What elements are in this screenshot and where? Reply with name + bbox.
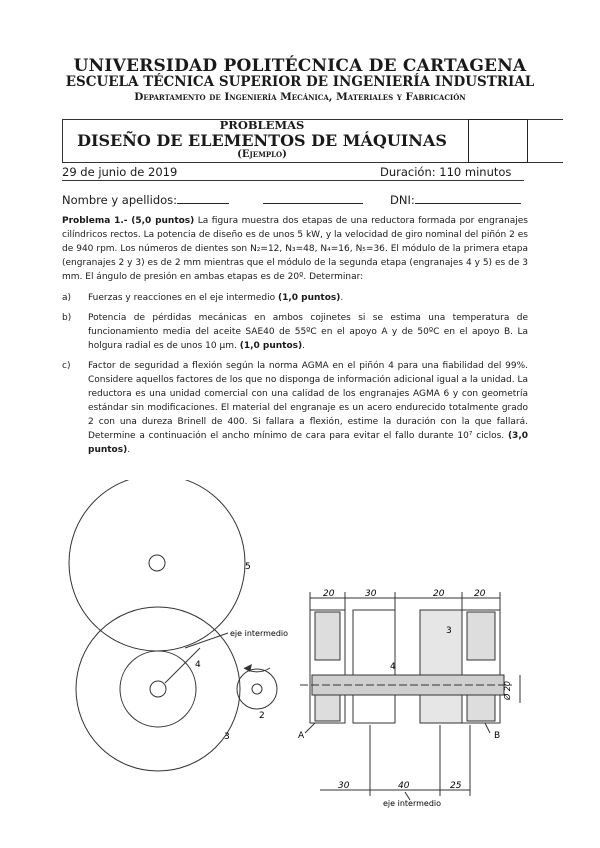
subject-title: DISEÑO DE ELEMENTOS DE MÁQUINAS xyxy=(77,131,447,150)
problem-heading: Problema 1.- (5,0 puntos) xyxy=(62,216,195,226)
top-dim-label: 30 xyxy=(365,589,377,599)
top-dim-label: 20 xyxy=(474,589,486,599)
exam-date: 29 de junio de 2019 xyxy=(62,165,178,179)
dni-label: DNI: xyxy=(390,193,415,207)
problem-statement xyxy=(62,214,528,284)
shaft-section-figure xyxy=(296,580,528,812)
id-box xyxy=(468,119,528,163)
question-points: (1,0 puntos) xyxy=(277,293,341,303)
bottom-dim-label: 30 xyxy=(338,781,350,791)
name-field[interactable] xyxy=(62,192,363,207)
question-tail: . xyxy=(127,445,131,455)
question-marker: b) xyxy=(62,313,72,323)
exam-duration: Duración: 110 minutos xyxy=(380,165,512,179)
bearing-a-upper xyxy=(315,612,340,660)
gear-4-outline xyxy=(120,651,196,727)
question-points: (1,0 puntos) xyxy=(239,341,303,351)
gear-label: 4 xyxy=(390,662,396,672)
question-b xyxy=(62,311,528,353)
gear-layout-figure xyxy=(0,480,300,780)
gear-label: 5 xyxy=(245,562,251,572)
problems-label: PROBLEMAS xyxy=(219,118,305,132)
gear-4-section xyxy=(353,610,395,723)
diameter-label: Ø 20 xyxy=(503,680,512,700)
question-marker: a) xyxy=(62,293,72,303)
question-c xyxy=(62,359,528,457)
support-b-leader xyxy=(485,723,490,733)
top-dim-label: 20 xyxy=(323,589,335,599)
question-list xyxy=(62,291,528,457)
name-line-1 xyxy=(177,192,229,204)
question-marker: c) xyxy=(62,361,71,371)
shaft-label: eje intermedio xyxy=(383,799,442,808)
school-title: ESCUELA TÉCNICA SUPERIOR DE INGENIERÍA INDUSTRIAL xyxy=(65,74,535,90)
shaft-label: eje intermedio xyxy=(230,629,289,638)
bottom-dim-label: 40 xyxy=(398,781,410,791)
question-a xyxy=(62,291,528,305)
question-text: Fuerzas y reacciones en el eje intermedio xyxy=(88,293,278,303)
gear-label: 2 xyxy=(259,711,265,721)
gear-5-outline xyxy=(69,480,245,651)
gear-2-bore xyxy=(252,684,262,694)
university-title: UNIVERSIDAD POLITÉCNICA DE CARTAGENA xyxy=(73,56,527,76)
bearing-b-upper xyxy=(467,612,495,660)
bearing-a-lower xyxy=(315,694,340,721)
divider xyxy=(62,180,524,181)
dni-field[interactable] xyxy=(390,192,521,207)
gear-2-outline xyxy=(237,669,277,709)
gear-5-bore xyxy=(149,555,165,571)
name-line-2 xyxy=(263,192,363,204)
gear-label: 3 xyxy=(224,732,230,742)
support-label: B xyxy=(494,731,501,741)
top-dim-label: 20 xyxy=(433,589,445,599)
problem-intro: La figura muestra dos etapas de una reductora formada por engranajes cilíndricos rectos. La potencia de diseño es de unos 5 kW, y la velocidad de giro nominal del piñón 2 es de 940 rpm. Los números de dientes son N₂=12, N₃=48, N₄=16, N₅=36. El módulo de la primera etapa (engranajes 2 y 3) es de 2 mm mientras que el módulo de la segunda etapa (engranajes 4 y 5) es de 3 mm. El ángulo de presión en ambas etapas es de 20º. Determinar: xyxy=(62,216,528,282)
gear-label: 3 xyxy=(446,626,452,636)
shaft-bore xyxy=(150,681,166,697)
question-points: (3,0 puntos) xyxy=(88,431,528,455)
gear-label: 4 xyxy=(195,660,201,670)
gear-3-section xyxy=(420,610,462,723)
support-a-leader xyxy=(305,723,315,733)
name-label: Nombre y apellidos: xyxy=(62,193,178,207)
question-text: Potencia de pérdidas mecánicas en ambos cojinetes si se estima una temperatura de funcionamiento media del aceite SAE40 de 55ºC en el apoyo A y de 50ºC en el apoyo B. La holgura radial es de unos 10 μm. xyxy=(88,313,528,351)
example-subtitle: (Ejemplo) xyxy=(237,149,287,160)
dni-line xyxy=(415,192,521,204)
bearing-b-lower xyxy=(467,694,495,721)
support-label: A xyxy=(298,731,305,741)
department-title: Departamento de Ingeniería Mecánica, Materiales y Fabricación xyxy=(134,91,466,103)
question-tail: . xyxy=(302,341,305,351)
bottom-dim-label: 25 xyxy=(450,781,462,791)
question-tail: . xyxy=(340,293,344,303)
gear-3-outline xyxy=(76,607,240,771)
question-text: Factor de seguridad a flexión según la norma AGMA en el piñón 4 para una fiabilidad del 99%. Considere aquellos factores de los que no disponga de información adicional igual a la unidad. La reductora es una unidad comercial con una calidad de los engranajes AGMA 6 y con geometría estándar sin modificaciones. El material del engranaje es un acero endurecido totalmente grado 2 con una dureza Brinell de 400. Si fallara a flexión, estime la duración con la que fallará. Determine a continuación el ancho mínimo de cara para evitar el fallo durante 10⁷ ciclos. xyxy=(88,361,528,441)
